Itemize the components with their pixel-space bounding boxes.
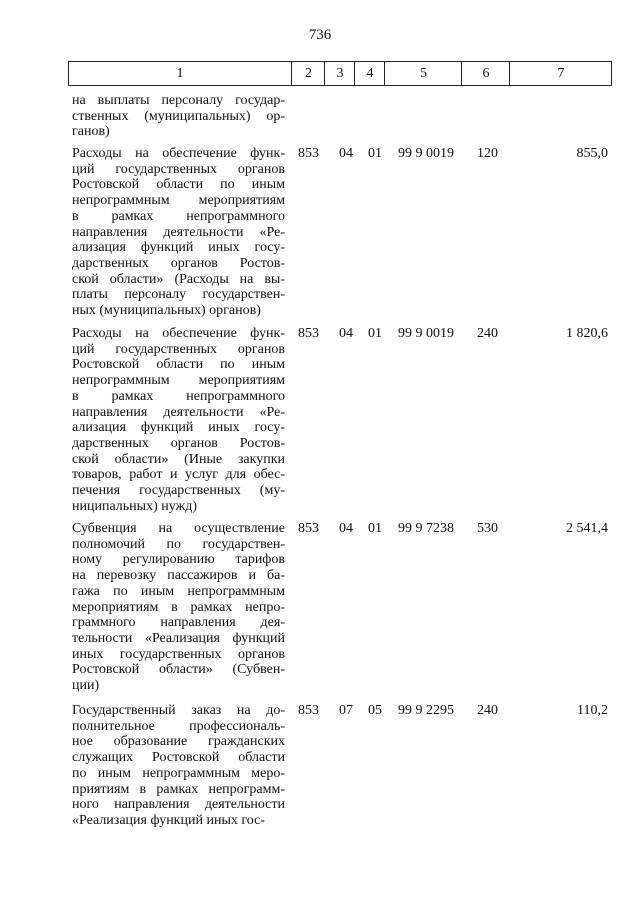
description-line: «Реализация функций иных гос- <box>72 812 265 828</box>
description-line: ганов) <box>72 124 110 140</box>
description-line: печения государственных (му- <box>72 483 285 499</box>
row-description <box>72 326 285 514</box>
description-line: дарственных органов Ростов- <box>72 255 285 271</box>
header-col-1: 1 <box>176 66 184 81</box>
cell-sum: 1 820,6 <box>566 326 608 341</box>
description-line: на перевозку пассажиров и ба- <box>72 568 285 584</box>
description-line: приятиям в рамках непрограмм- <box>72 781 285 797</box>
cell-vr: 120 <box>477 146 498 161</box>
description-line: ному регулированию тарифов <box>72 552 285 568</box>
description-line: ской области» (Расходы на вы- <box>72 271 285 287</box>
cell-vr: 240 <box>477 703 498 718</box>
description-line: полномочий по государствен- <box>72 536 285 552</box>
description-line: гажа по иным непрограммным <box>72 583 285 599</box>
cell-csr: 99 9 0019 <box>398 146 454 161</box>
description-line: иных государственных органов <box>72 646 285 662</box>
row-description <box>72 703 285 829</box>
cell-csr: 99 9 2295 <box>398 703 454 718</box>
description-line: ской области» (Иные закупки <box>72 451 285 467</box>
row-description <box>72 93 285 140</box>
description-line: ций государственных органов <box>72 161 285 177</box>
description-line: на выплаты персоналу государ- <box>72 93 285 108</box>
description-line: Ростовской области» (Субвен- <box>72 662 285 678</box>
header-col-5: 5 <box>384 62 462 85</box>
description-line: полнительное профессиональ- <box>72 718 285 734</box>
header-col-6: 6 <box>461 62 510 85</box>
cell-pr: 01 <box>368 521 382 536</box>
page-number: 736 <box>308 27 332 43</box>
cell-sum: 110,2 <box>577 703 608 718</box>
description-line: ственных (муниципальных) ор- <box>72 108 285 124</box>
description-line: Ростовской области по иным <box>72 177 285 193</box>
description-line: ализация функций иных госу- <box>72 240 285 256</box>
description-line: ции) <box>72 678 100 694</box>
description-line: Расходы на обеспечение функ- <box>72 146 285 161</box>
description-line: непрограммным мероприятиям <box>72 373 285 389</box>
header-col-2: 2 <box>291 62 325 85</box>
header-col-3: 3 <box>324 62 355 85</box>
cell-pr: 05 <box>368 703 382 718</box>
description-line: по иным непрограммным меро- <box>72 765 285 781</box>
cell-rz: 04 <box>339 146 353 161</box>
cell-rz: 07 <box>339 703 353 718</box>
description-line: ного направления деятельности <box>72 797 285 813</box>
cell-pr: 01 <box>368 326 382 341</box>
description-line: граммного направления дея- <box>72 615 285 631</box>
description-line: Государственный заказ на до- <box>72 703 285 718</box>
description-line: ций государственных органов <box>72 341 285 357</box>
row-description <box>72 146 285 319</box>
description-line: Субвенция на осуществление <box>72 521 285 536</box>
description-line: в рамках непрограммного <box>72 208 285 224</box>
description-line: ниципальных) нужд) <box>72 498 197 514</box>
description-line: ных (муниципальных) органов) <box>72 303 261 319</box>
cell-ved: 853 <box>298 146 319 161</box>
cell-ved: 853 <box>298 326 319 341</box>
header-col-7: 7 <box>509 62 612 85</box>
cell-vr: 240 <box>477 326 498 341</box>
row-description <box>72 521 285 694</box>
description-line: в рамках непрограммного <box>72 388 285 404</box>
cell-ved: 853 <box>298 521 319 536</box>
cell-ved: 853 <box>298 703 319 718</box>
header-col-4: 4 <box>354 62 385 85</box>
cell-csr: 99 9 7238 <box>398 521 454 536</box>
description-line: мероприятиям в рамках непро- <box>72 599 285 615</box>
cell-rz: 04 <box>339 326 353 341</box>
cell-csr: 99 9 0019 <box>398 326 454 341</box>
cell-pr: 01 <box>368 146 382 161</box>
table-header <box>68 61 612 86</box>
description-line: тельности «Реализация функций <box>72 630 285 646</box>
description-line: платы персоналу государствен- <box>72 287 285 303</box>
cell-vr: 530 <box>477 521 498 536</box>
cell-rz: 04 <box>339 521 353 536</box>
cell-sum: 855,0 <box>576 146 608 161</box>
description-line: товаров, работ и услуг для обес- <box>72 467 285 483</box>
description-line: непрограммным мероприятиям <box>72 193 285 209</box>
cell-sum: 2 541,4 <box>566 521 608 536</box>
description-line: ное образование гражданских <box>72 734 285 750</box>
description-line: направления деятельности «Ре- <box>72 404 285 420</box>
description-line: служащих Ростовской области <box>72 750 285 766</box>
description-line: Расходы на обеспечение функ- <box>72 326 285 341</box>
description-line: ализация функций иных госу- <box>72 420 285 436</box>
description-line: направления деятельности «Ре- <box>72 224 285 240</box>
description-line: Ростовской области по иным <box>72 357 285 373</box>
description-line: дарственных органов Ростов- <box>72 435 285 451</box>
